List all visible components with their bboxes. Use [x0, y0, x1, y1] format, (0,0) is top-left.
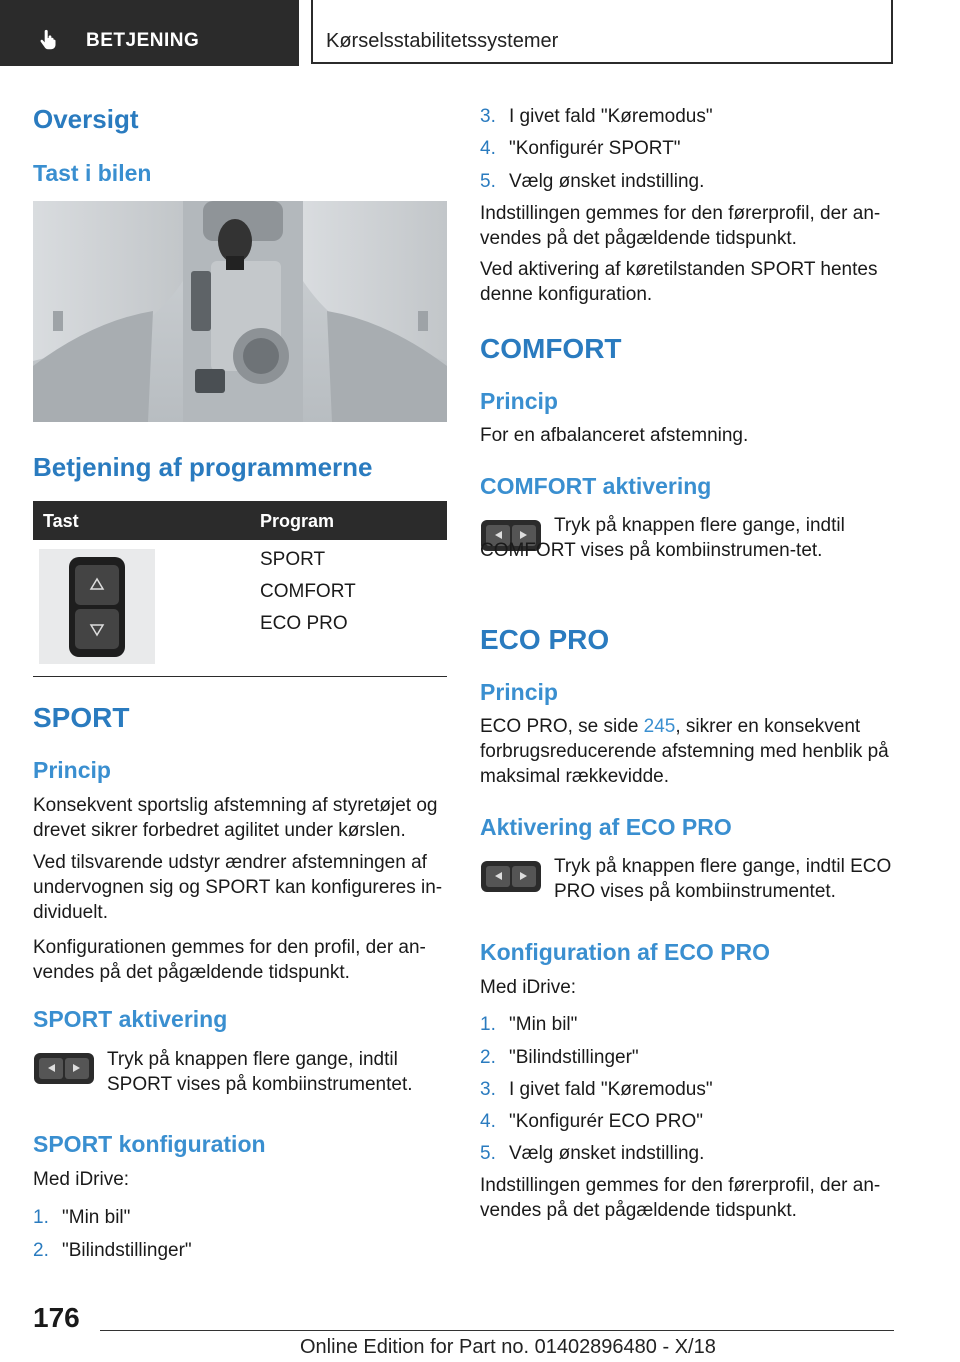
med-idrive-left: Med iDrive: — [33, 1169, 130, 1190]
section-tab[interactable] — [0, 0, 299, 66]
section-label: BETJENING — [86, 30, 200, 51]
paragraph-right-2: Ved aktivering af køretilstanden SPORT hentes denne konfiguration. — [480, 259, 878, 305]
heading-comfort-aktivering: COMFORT aktivering — [480, 473, 712, 499]
hand-pointer-icon — [38, 28, 60, 50]
paragraph-right-3: Indstillingen gemmes for den førerprofil, der an-vendes på det pågældende tidspunkt. — [480, 1175, 881, 1221]
list-item: 5. Vælg ønsket indstilling. — [480, 171, 705, 192]
comfort-principle-text: For en afbalanceret afstemning. — [480, 425, 749, 446]
heading-oversigt: Oversigt — [33, 104, 139, 134]
table-header — [33, 501, 447, 540]
heading-tast-i-bilen: Tast i bilen — [33, 160, 152, 186]
mode-button-icon — [33, 1052, 95, 1085]
list-item: 2. "Bilindstillinger" — [480, 1047, 639, 1068]
heading-comfort: COMFORT — [480, 333, 622, 364]
sport-aktivering-text: Tryk på knappen flere gange, indtil SPORT vises på kombiinstrumentet. — [107, 1049, 413, 1095]
list-item: 4. "Konfigurér ECO PRO" — [480, 1111, 704, 1132]
paragraph-sport-1: Konsekvent sportslig afstemning af styretøjet og drevet sikrer forbedret agilitet under kørslen. — [33, 795, 438, 841]
heading-eco-konfiguration: Konfiguration af ECO PRO — [480, 939, 771, 965]
paragraph-right-1: Indstillingen gemmes for den førerprofil, der an-vendes på det pågældende tidspunkt. — [480, 203, 881, 249]
page-link-245[interactable]: 245 — [643, 716, 676, 737]
heading-princip: Princip — [33, 757, 111, 783]
heading-sport-aktivering: SPORT aktivering — [33, 1006, 228, 1032]
heading-eco-aktivering: Aktivering af ECO PRO — [480, 814, 732, 840]
chapter-box — [311, 0, 893, 64]
list-item: 2. "Bilindstillinger" — [33, 1240, 192, 1261]
heading-sport: SPORT — [33, 702, 130, 733]
table-col-tast: Tast — [43, 511, 79, 531]
eco-aktivering-text: Tryk på knappen flere gange, indtil ECO PRO vises på kombiinstrumentet. — [554, 856, 892, 902]
page-header — [0, 0, 960, 66]
heading-betjening: Betjening af programmerne — [33, 452, 373, 482]
eco-principle-text: ECO PRO, se side 245, sikrer en konsekvent forbrugsreducerende afstemning med henblik på maksimal rækkevidde. — [480, 716, 889, 787]
comfort-aktivering-text: Tryk på knappen flere gange, indtil COMFORT vises på kombiinstrumen-tet. — [480, 515, 845, 561]
list-item: 3. I givet fald "Køremodus" — [480, 106, 713, 127]
footer-edition: Online Edition for Part no. 01402896480 - X/18 — [300, 1336, 716, 1358]
paragraph-sport-2: Ved tilsvarende udstyr ændrer afstemningen af undervognen sig og SPORT kan konfigureres in-dividuelt. — [33, 852, 443, 923]
heading-princip-eco: Princip — [480, 679, 558, 705]
paragraph-sport-3: Konfigurationen gemmes for den profil, der an-vendes på det pågældende tidspunkt. — [33, 937, 426, 983]
list-item: 3. I givet fald "Køremodus" — [480, 1079, 713, 1100]
driving-mode-switch-icon — [39, 549, 155, 664]
program-sport: SPORT — [260, 549, 326, 570]
footer-rule — [100, 1330, 894, 1331]
center-console-photo — [33, 201, 447, 422]
med-idrive-right: Med iDrive: — [480, 977, 577, 998]
heading-princip-comfort: Princip — [480, 388, 558, 414]
page-number: 176 — [33, 1302, 80, 1333]
list-item: 1. "Min bil" — [480, 1014, 578, 1035]
program-comfort: COMFORT — [260, 581, 356, 602]
list-item: 1. "Min bil" — [33, 1207, 131, 1228]
heading-sport-konfiguration: SPORT konfiguration — [33, 1131, 266, 1157]
heading-eco-pro: ECO PRO — [480, 624, 610, 655]
table-col-program: Program — [260, 511, 335, 531]
list-item: 5. Vælg ønsket indstilling. — [480, 1143, 705, 1164]
mode-button-icon — [480, 860, 542, 893]
table-bottom-rule — [33, 676, 447, 677]
list-item: 4. "Konfigurér SPORT" — [480, 138, 681, 159]
program-eco-pro: ECO PRO — [260, 613, 348, 634]
chapter-title: Kørselsstabilitetssystemer — [326, 30, 559, 52]
